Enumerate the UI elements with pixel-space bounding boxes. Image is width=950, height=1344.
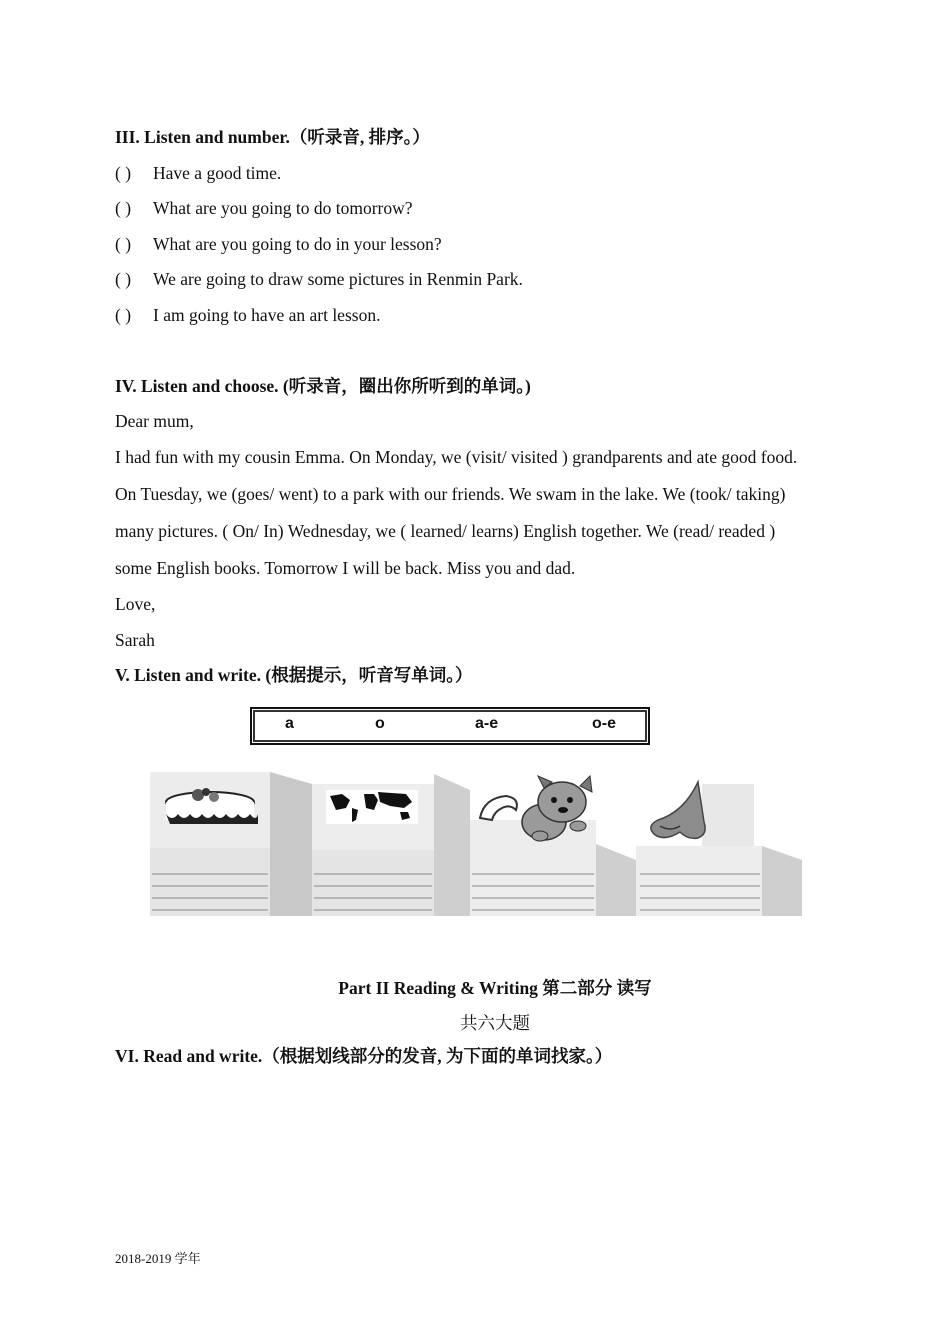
houses-illustration [150, 770, 802, 918]
item-text: I am going to have an art lesson. [153, 305, 381, 325]
phonics-label: o [375, 715, 385, 732]
letter-greeting: Dear mum, [115, 411, 194, 431]
letter-line: On Tuesday, we (goes/ went) to a park with our friends. We swam in the lake. We (took/ taking) [115, 484, 786, 504]
house-nose [636, 782, 802, 916]
map-icon [326, 790, 418, 824]
item-text: What are you going to do tomorrow? [153, 198, 413, 218]
section-4-heading: IV. Listen and choose. (听录音，圈出你所听到的单词。) [115, 376, 531, 396]
item-text: We are going to draw some pictures in Renmin Park. [153, 269, 523, 289]
phonics-box [250, 707, 650, 745]
letter-line: I had fun with my cousin Emma. On Monday, we (visit/ visited ) grandparents and ate good food. [115, 447, 798, 467]
section-5-heading: V. Listen and write. (根据提示，听音写单词。） [115, 665, 473, 685]
house-dog [470, 776, 636, 916]
item-text: What are you going to do in your lesson? [153, 234, 442, 254]
list-item [115, 162, 281, 184]
page-footer: 2018-2019 学年 [115, 1251, 201, 1266]
list-item [115, 233, 442, 255]
house-cake [150, 772, 312, 916]
section-3-heading: III. Listen and number.（听录音, 排序。） [115, 127, 430, 147]
letter-signature: Sarah [115, 630, 155, 650]
phonics-label: a-e [475, 715, 499, 732]
letter-line: many pictures. ( On/ In) Wednesday, we ( learned/ learns) English together. We (read/ readed ) [115, 521, 776, 541]
item-text: Have a good time. [153, 163, 282, 183]
nose-icon [651, 782, 705, 838]
part-2-subtitle: 共六大题 [460, 1013, 530, 1033]
section-6-heading: VI. Read and write.（根据划线部分的发音, 为下面的单词找家。） [115, 1046, 613, 1066]
list-item [115, 197, 413, 219]
answer-blank[interactable]: ( ) [115, 269, 132, 289]
answer-blank[interactable]: ( ) [115, 234, 132, 254]
phonics-label: a [285, 715, 294, 732]
letter-line: some English books. Tomorrow I will be back. Miss you and dad. [115, 558, 576, 578]
phonics-label: o-e [592, 715, 616, 732]
answer-blank[interactable]: ( ) [115, 305, 132, 325]
answer-blank[interactable]: ( ) [115, 198, 132, 218]
letter-closing: Love, [115, 594, 156, 614]
part-2-title: Part II Reading & Writing 第二部分 读写 [338, 978, 652, 998]
answer-blank[interactable]: ( ) [115, 163, 132, 183]
list-item [115, 304, 380, 326]
house-map [312, 774, 470, 916]
list-item [115, 268, 523, 290]
